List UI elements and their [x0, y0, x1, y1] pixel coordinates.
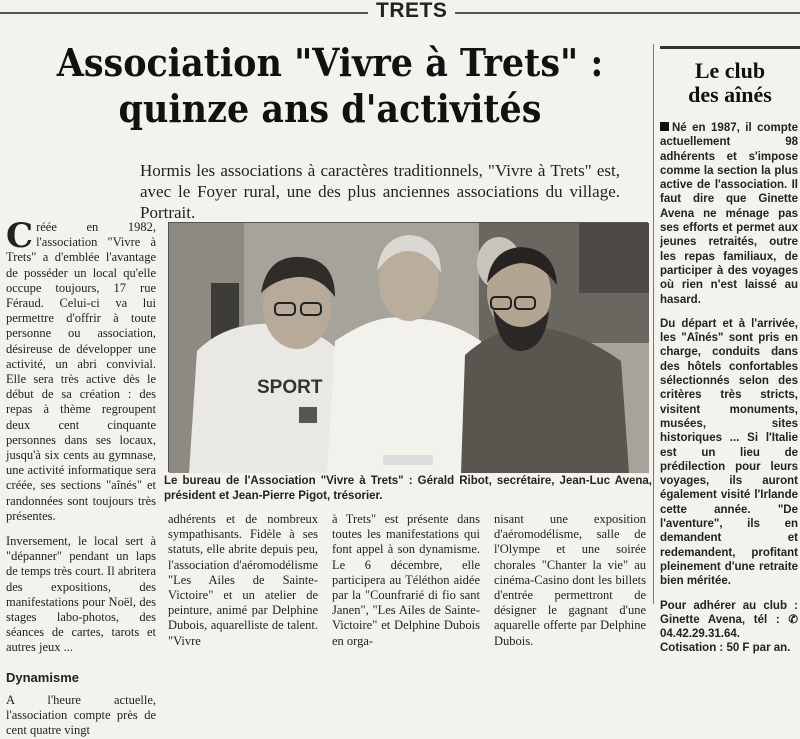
- sidebar-paragraph-1: [660, 121, 798, 307]
- column-3: à Trets" est présente dans toutes les manifestations qui font appel à son dynamisme. Le 6 décembre, elle participera au Téléthon aidée par la "Counfrarié di fio sant Janen", "Les Ailes de Sainte-Victoire" et Delphine Dubois en orga-: [332, 512, 480, 648]
- subheading-dynamisme: Dynamisme: [6, 669, 79, 685]
- sidebar-paragraph-2: Du départ et à l'arrivée, les "Aînés" sont pris en charge, conduits dans des hôtels confortables sélectionnés selon des critères très stricts, visitent monuments, musées, sites historiques ... Si l'Italie est un lieu de prédilection pour leurs voyages, ils auront également visité l'Irlande cette année. "De l'aventure", ils en demandent et redemandent, profitant pleinement d'une retraite bien méritée.: [660, 317, 798, 588]
- paragraph-1: réée en 1982, l'association "Vivre à Trets" a d'emblée l'avantage de posséder un local qu'elle occupe toujours, 17 rue Féraud. Celui-ci va lui permettre d'offrir à toute personne ou association, désireuse de développer une activité, un abri convivial. Elle sera très active dès le début de sa création : des repas à thème regroupent deux cent cinquante personnes dans ses locaux, jusqu'à six cents au gymnase, une activité informatique sera créée, ses sections "aînés" et randonnées sont toujours très présentes.: [6, 220, 156, 523]
- sidebar-title: [660, 59, 800, 107]
- shirt-text: SPORT: [257, 377, 323, 398]
- sidebar-title-line-1: Le club: [694, 58, 766, 83]
- phone-icon: ✆: [788, 613, 798, 626]
- paragraph-2: Inversement, le local sert à "dépanner" pendant un laps de temps très court. Il abritera des expositions, des manifestations pour Noël, des stages labo-photos, des séances de cartes, tarots et autres jeux ...: [6, 534, 156, 655]
- column-2: adhérents et de nombreux sympathisants. Fidèle à ses statuts, elle abrite depuis peu, l'association d'aéromodélisme "Les Ailes de Sainte-Victoire" et un atelier de peinture, animé par Delphine Dubois, aquarelliste de talent. "Vivre: [168, 512, 318, 648]
- photo-illustration: [169, 223, 649, 473]
- title-line-2: quinze ans d'activités: [118, 86, 542, 131]
- article-title: [45, 40, 615, 132]
- sidebar-paragraph-3: [660, 599, 798, 656]
- article-photo: [168, 222, 648, 472]
- section-header: [0, 0, 800, 26]
- sidebar-phone: 04.42.29.31.64.: [660, 628, 740, 641]
- sidebar-paragraph-1-text: Né en 1987, il compte actuellement 98 adhérents et s'impose comme la section la plus active de l'association. Il faut dire que Ginette Avena ne ménage pas ses efforts et permet aux jeunes retraités, outre les repas familiaux, de participer à des voyages où rien n'est laissé au hasard.: [660, 122, 798, 306]
- column-4: nisant une exposition d'aéromodélisme, salle de l'Olympe et une soirée chorales "Chanter la vie" au cinéma-Casino dont les billets d'entrée permettront de désigner le gagnant d'une aquarelle offerte par Delphine Dubois.: [494, 512, 646, 648]
- photo-caption: Le bureau de l'Association "Vivre à Trets" : Gérald Ribot, secrétaire, Jean-Luc Avena, président et Jean-Pierre Pigot, trésorier.: [164, 475, 652, 502]
- sidebar-body: [660, 121, 800, 656]
- bullet-square-icon: [660, 122, 669, 131]
- title-line-1: Association "Vivre à Trets" :: [56, 40, 604, 85]
- article-lead: Hormis les associations à caractères traditionnels, "Vivre à Trets" est, avec le Foyer rural, une des plus anciennes associations du village. Portrait.: [140, 161, 620, 222]
- sidebar-cotisation: Cotisation : 50 F par an.: [660, 642, 791, 655]
- sidebar-box: [660, 46, 800, 655]
- drop-cap: C: [6, 216, 34, 256]
- column-1: [6, 216, 156, 739]
- column-divider: [653, 44, 654, 604]
- section-title: TRETS: [368, 0, 455, 23]
- sidebar-contact-text: Pour adhérer au club : Ginette Avena, tél :: [660, 599, 798, 626]
- sidebar-title-line-2: des aînés: [688, 82, 772, 107]
- paragraph-3: A l'heure actuelle, l'association compte près de cent quatre vingt: [6, 692, 156, 738]
